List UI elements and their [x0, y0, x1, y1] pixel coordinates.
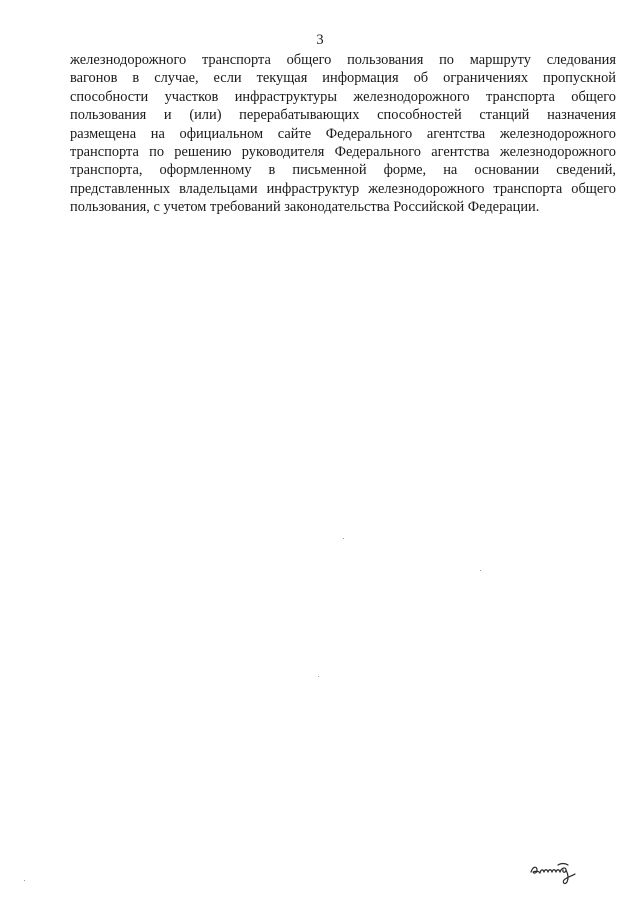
text-line: размещена на официальном сайте Федерального агентства железнодорожного — [70, 125, 616, 142]
text-line: железнодорожного транспорта общего пользования по маршруту следования — [70, 52, 616, 68]
handwritten-initials-icon — [528, 856, 580, 888]
text-line: транспорта по решению руководителя Федерального агентства железнодорожного — [70, 143, 616, 160]
page-number: 3 — [316, 32, 324, 48]
scan-speck — [480, 570, 481, 571]
scan-speck — [24, 880, 25, 881]
body-paragraph — [70, 51, 616, 217]
text-line: пользования, с учетом требований законодательства Российской Федерации. — [70, 199, 540, 216]
text-line: способности участков инфраструктуры железнодорожного транспорта общего — [70, 88, 616, 105]
text-line: транспорта, оформленному в письменной форме, на основании сведений, — [70, 162, 616, 179]
scan-speck — [343, 538, 344, 539]
text-line: пользования и (или) перерабатывающих способностей станций назначения — [70, 107, 616, 124]
text-line: представленных владельцами инфраструктур железнодорожного транспорта общего — [70, 180, 616, 197]
text-line: вагонов в случае, если текущая информация об ограничениях пропускной — [70, 70, 616, 87]
scan-speck — [318, 676, 319, 677]
